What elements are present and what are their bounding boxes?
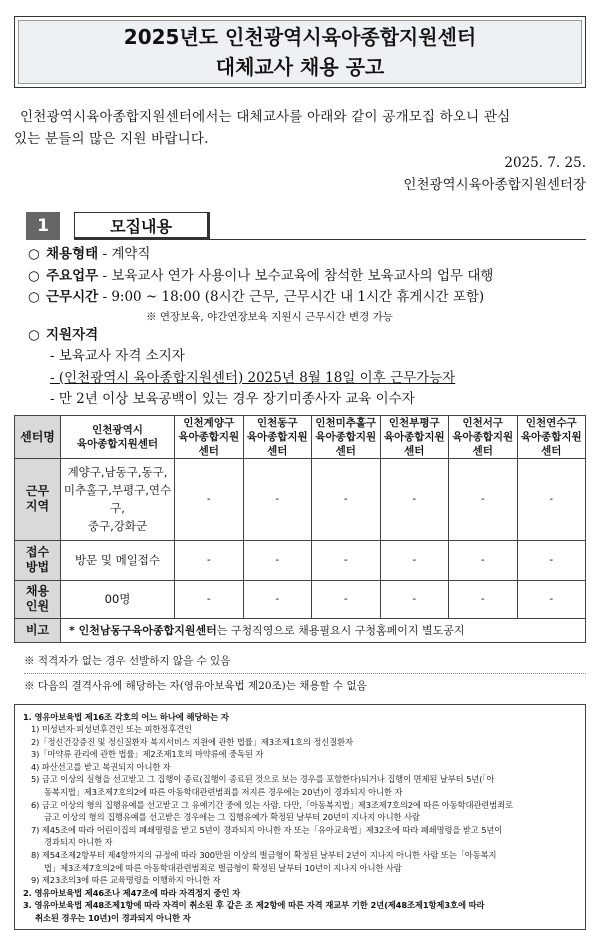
title-box: [14, 16, 586, 88]
remark-text: 는 구청직영으로 채용필요시 구청홈페이지 별도공지: [216, 624, 465, 637]
section-title: 모집내용: [74, 212, 210, 240]
reason-item: 7) 제45조에 따라 어린이집의 폐쇄명령을 받고 5년이 경과되지 아니한 자 또는「유아교육법」제32조에 따라 폐쇄명령을 받고 5년이: [31, 824, 503, 835]
circle-bullet-icon: ○: [28, 326, 40, 343]
main-duty-item: [28, 266, 586, 288]
table-row: [15, 580, 586, 618]
work-hours-note: ※ 연장보육, 야간연장보육 지원시 근무시간 변경 가능: [146, 310, 393, 323]
qualification-2: - (인천광역시 육아종합지원센터) 2025년 8월 18일 이후 근무가능자: [50, 369, 456, 386]
reason-heading-1: 1. 영유아보육법 제16조 각호의 어느 하나에 해당하는 자: [23, 711, 229, 722]
intro-line-1: 인천광역시육아종합지원센터에서는 대체교사를 아래와 같이 공개모집 하오니 관심: [20, 109, 511, 125]
circle-bullet-icon: ○: [28, 289, 40, 305]
reason-item: 2)「정신건강증진 및 정신질환자 복지서비스 지원에 관한 법률」제3조제1호의 정신질환자: [31, 736, 353, 747]
recruit-items: [14, 244, 586, 411]
main-duty-label: 주요업무: [46, 267, 99, 284]
row-head-headcount: 채용 인원: [15, 580, 61, 618]
note-1: ※ 적격자가 없는 경우 선발하지 않을 수 있음: [24, 654, 231, 667]
table-cell: -: [449, 540, 518, 580]
table-cell: -: [243, 580, 312, 618]
work-hours-item: [28, 287, 586, 309]
reason-item: 4) 파산선고를 받고 복권되지 아니한 자: [31, 761, 171, 772]
work-hours-label: 근무시간: [46, 289, 99, 305]
qualification-label: 지원자격: [46, 326, 99, 343]
circle-bullet-icon: ○: [28, 246, 40, 262]
reason-item: 9) 제23조의3에 따른 교육명령을 이행하지 아니한 자: [31, 875, 221, 886]
table-cell: -: [312, 540, 381, 580]
table-cell: -: [517, 580, 586, 618]
reason-item: 5) 금고 이상의 실형을 선고받고 그 집행이 종료(집행이 종료된 것으로 보는 경우를 포함한다)되거나 집행이 면제된 날부터 5년(「아: [31, 774, 495, 785]
qualification-item: [28, 325, 586, 347]
reason-item-cont: 경과되지 아니한 자: [44, 837, 113, 848]
main-duty-value: - 보육교사 연가 사용이나 보수교육에 참석한 보육교사의 업무 대행: [102, 267, 494, 284]
table-cell: -: [312, 580, 381, 618]
qualification-1: - 보육교사 자격 소지자: [50, 348, 185, 364]
section-divider: [210, 239, 586, 240]
table-header-cell: 인천광역시 육아종합지원센터: [61, 415, 175, 458]
table-cell: -: [312, 458, 381, 540]
employment-type-value: - 계약직: [102, 246, 151, 262]
row-head-application: 접수 방법: [15, 540, 61, 580]
table-row: [15, 458, 586, 540]
headcount-cell: 00명: [61, 580, 175, 618]
table-cell: -: [243, 458, 312, 540]
work-area-cell: 계양구,남동구,동구, 미추홀구,부평구,연수구, 중구,강화군: [61, 458, 175, 540]
center-table: [14, 415, 586, 643]
table-cell: -: [380, 580, 449, 618]
table-cell: -: [449, 580, 518, 618]
employment-type-item: [28, 244, 586, 266]
table-header-cell: 인천동구 육아종합지원센터: [243, 415, 312, 458]
title-line-1: 2025년도 인천광역시육아종합지원센터: [123, 25, 477, 49]
table-header-cell: 인천부평구 육아종합지원센터: [380, 415, 449, 458]
reason-item: 3)「마약류 관리에 관한 법률」제2조제1호의 마약류에 중독된 자: [31, 749, 264, 760]
table-header-cell: 인천연수구 육아종합지원센터: [517, 415, 586, 458]
disqualification-box: [14, 704, 586, 930]
reason-heading-3-cont: 취소된 경우는 10년)이 경과되지 아니한 자: [35, 913, 191, 923]
qualification-3: - 만 2년 이상 보육공백이 있는 경우 장기미종사자 교육 이수자: [50, 391, 415, 407]
table-cell: -: [243, 540, 312, 580]
table-cell: -: [380, 540, 449, 580]
remark-bold: * 인천남동구육아종합지원센터: [69, 624, 217, 637]
reason-heading-2: 2. 영유아보육법 제46조나 제47조에 따라 자격정지 중인 자: [23, 887, 241, 898]
title-line-2: 대체교사 채용 공고: [215, 55, 385, 79]
table-cell: -: [175, 580, 244, 618]
employment-type-label: 채용형태: [46, 246, 99, 262]
table-cell: -: [517, 540, 586, 580]
remark-cell: [61, 618, 586, 642]
circle-bullet-icon: ○: [28, 267, 40, 284]
table-cell: -: [380, 458, 449, 540]
note-divider: [24, 673, 586, 674]
table-header-row: [15, 415, 586, 458]
reason-item: 1) 미성년자·피성년후견인 또는 피한정후견인: [31, 724, 192, 735]
table-header-cell: 인천서구 육아종합지원센터: [449, 415, 518, 458]
work-hours-value: - 9:00 ~ 18:00 (8시간 근무, 근무시간 내 1시간 휴게시간 포함): [102, 289, 485, 305]
table-cell: -: [175, 458, 244, 540]
reason-item-cont: 금고 이상의 형의 집행유예를 선고받은 경우에는 그 집행유예가 확정된 날부터 20년이 지나지 아니한 사람: [44, 812, 420, 823]
row-head-remark: 비고: [15, 618, 61, 642]
notes: [14, 651, 586, 696]
intro-paragraph: [14, 106, 586, 150]
table-corner: 센터명: [15, 415, 61, 458]
table-header-cell: 인천계양구 육아종합지원센터: [175, 415, 244, 458]
note-2: ※ 다음의 결격사유에 해당하는 자(영유아보육법 제20조)는 채용할 수 없음: [24, 679, 367, 692]
table-cell: -: [517, 458, 586, 540]
reason-item-cont: 법」제3조제7호의2에 따른 아동학대관련범죄로 벌금형이 확정된 날부터 10년이 지나지 아니한 사람: [44, 862, 402, 873]
reason-item: 6) 금고 이상의 형의 집행유예를 선고받고 그 유예기간 중에 있는 사람. 다만,「아동복지법」제3조제7호의2에 따른 아동학대관련범죄로: [31, 799, 513, 810]
section-number: 1: [26, 212, 60, 240]
row-head-work-area: 근무 지역: [15, 458, 61, 540]
reason-item: 8) 제54조제2항부터 제4항까지의 규정에 따라 300만원 이상의 벌금형이 확정된 날부터 2년이 지나지 아니한 사람 또는「아동복지: [31, 850, 497, 861]
announcement-page: [0, 16, 600, 923]
application-method-cell: 방문 및 메일접수: [61, 540, 175, 580]
signer: 인천광역시육아종합지원센터장: [403, 177, 586, 193]
reason-heading-3: 3. 영유아보육법 제48조제1항에 따라 자격이 취소된 후 같은 조 제2항에 따른 자격 재교부 기한 2년(제48조제1항제3호에 따라: [23, 900, 485, 911]
table-header-cell: 인천미추홀구 육아종합지원센터: [312, 415, 381, 458]
intro-line-2: 있는 분들의 많은 지원 바랍니다.: [14, 131, 209, 147]
table-cell: -: [175, 540, 244, 580]
table-row: [15, 540, 586, 580]
section-header: [14, 212, 586, 240]
table-row: [15, 618, 586, 642]
reason-item-cont: 동복지법」제3조제7호의2에 따른 아동학대관련범죄를 저지른 경우에는 20년)이 경과되지 아니한 자: [44, 787, 403, 798]
announcement-date: 2025. 7. 25.: [504, 155, 586, 171]
table-cell: -: [449, 458, 518, 540]
